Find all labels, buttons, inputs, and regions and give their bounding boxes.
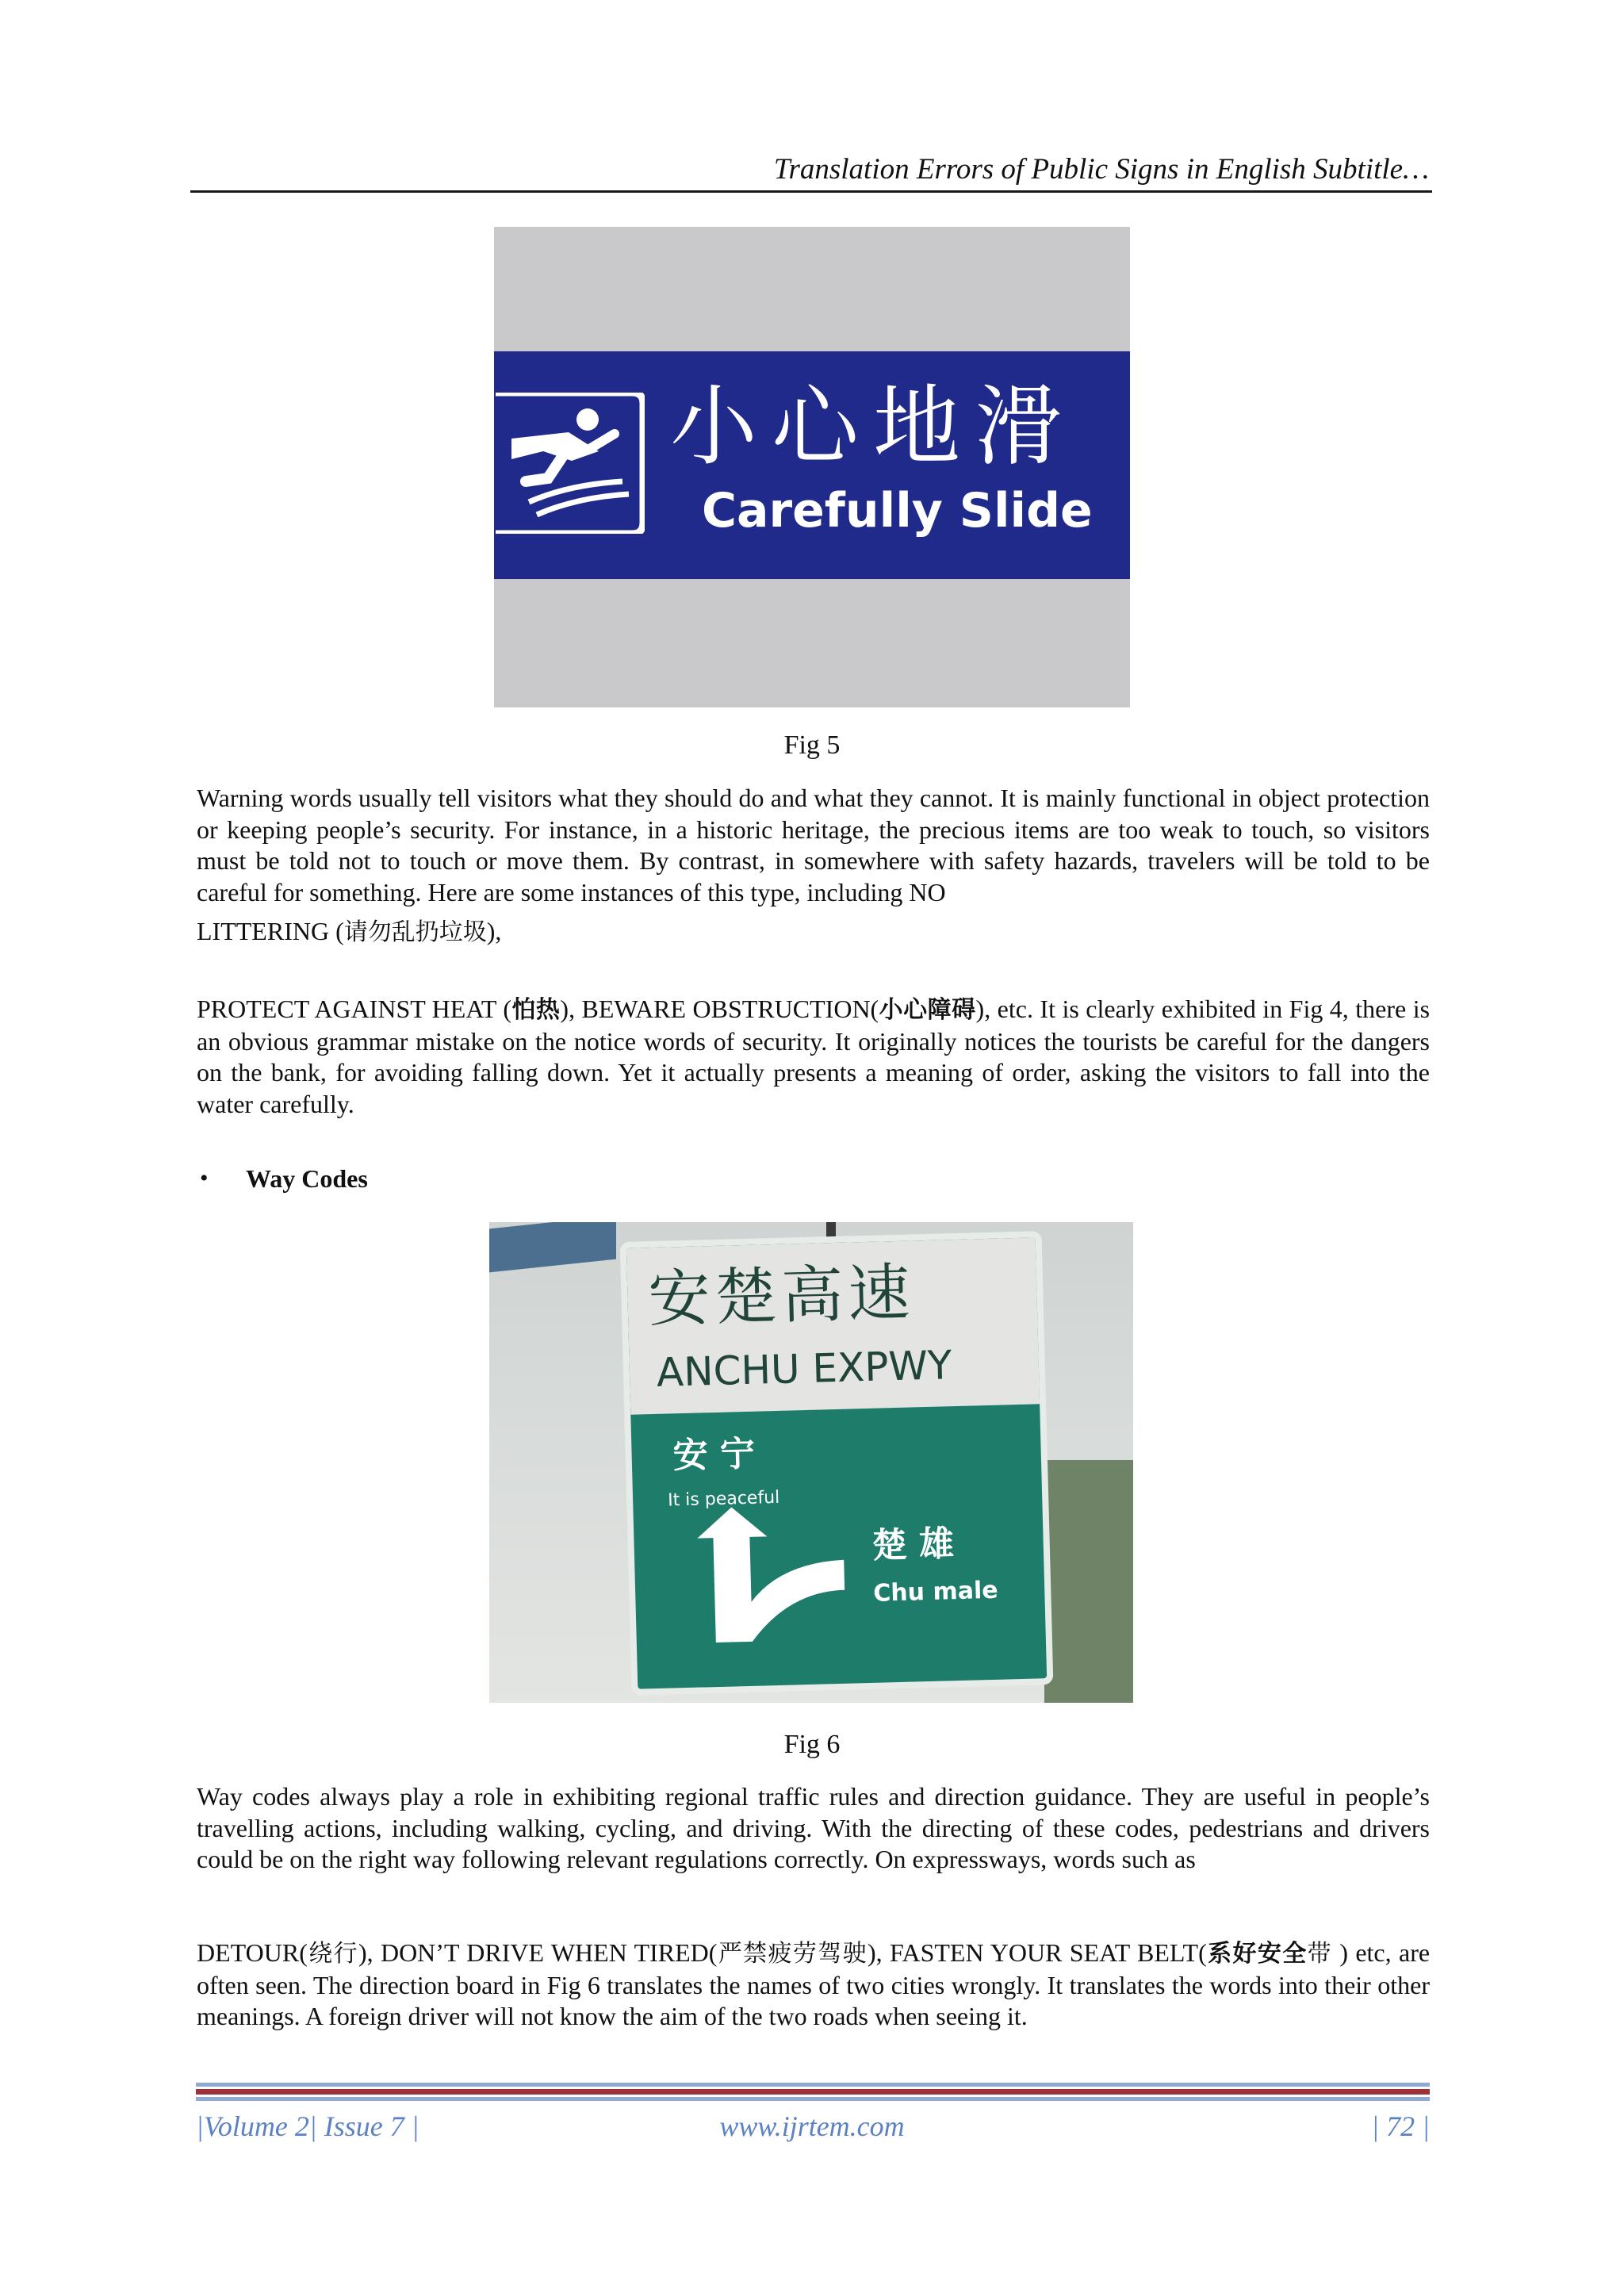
footer-volume-issue: |Volume 2| Issue 7 | <box>196 2110 419 2142</box>
running-title: Translation Errors of Public Signs in English Subtitle… <box>773 153 1429 186</box>
dont-drive-label: ), DON’T DRIVE WHEN TIRED( <box>358 1938 718 1967</box>
fig6-left-english: It is peaceful <box>667 1487 780 1511</box>
paragraph-warning-words <box>197 783 1430 908</box>
paragraph-warning-words-end <box>197 916 1430 949</box>
paragraph-way-codes-text: Way codes always play a role in exhibiting regional traffic rules and direction guidance. They are useful in people’s travelling actions, including walking, cycling, and driving. With the directing of these codes, pedestrians and drivers could be on the right way following relevant regulations correctly. On expressways, words such as <box>197 1782 1430 1873</box>
fig6-direction-arrow-icon <box>684 1504 854 1651</box>
fig5-sign-chinese: 小心地滑 <box>670 376 1076 477</box>
footer-rules <box>196 2083 1430 2101</box>
footer-page-number: | 72 | <box>1371 2110 1430 2142</box>
no-littering-label: LITTERING ( <box>197 917 344 945</box>
fig6-left-chinese: 安 宁 <box>672 1433 756 1477</box>
slip-hazard-icon <box>496 393 645 534</box>
fig6-right-chinese: 楚 雄 <box>871 1524 955 1566</box>
detour-label: DETOUR( <box>197 1938 308 1967</box>
fig6-sign-top-panel <box>626 1237 1052 1415</box>
paragraph-warning-words-text: Warning words usually tell visitors what they should do and what they cannot. It is mainly functional in object protection or keeping people’s security. For instance, in a historic heritage, the precious items are too weak to touch, so visitors must be told not to touch or move them. By contrast, in somewhere with safety hazards, travelers will be told to be careful for something. Here are some instances of this type, including NO <box>197 784 1430 907</box>
fig6-top-chinese: 安楚高速 <box>647 1257 916 1336</box>
paragraph-examples-part2: ), BEWARE OBSTRUCTION( <box>560 995 879 1023</box>
footer-website-link[interactable]: www.ijrtem.com <box>719 2110 905 2142</box>
fig6-trees <box>1044 1460 1133 1703</box>
footer-rule-blue-bottom <box>196 2097 1430 2101</box>
protect-heat-cjk: 怕热 <box>511 996 561 1024</box>
fig6-sign-board <box>620 1231 1054 1696</box>
seat-belt-cjk-end: 带 <box>1307 1940 1332 1968</box>
fig5-sign-band <box>494 351 1130 579</box>
dont-drive-cjk: 严禁疲劳驾驶 <box>717 1940 868 1968</box>
no-littering-cjk: 请勿乱扔垃圾 <box>343 918 487 946</box>
fig6-top-english: ANCHU EXPWY <box>656 1342 953 1396</box>
bullet-icon: • <box>200 1165 209 1191</box>
fig5-sign-english: Carefully Slide <box>702 483 1093 539</box>
fig5-image <box>494 227 1130 707</box>
fig6-image <box>489 1222 1133 1703</box>
paragraph-examples-part3: ), etc. It is clearly exhibited in Fig 4, there is an obvious grammar mistake on the notice words of security. It originally notices the tourists be careful for the dangers on the bank, for avoiding falling down. Yet it actually presents a meaning of order, asking the visitors to fall into the water carefully. <box>197 995 1431 1118</box>
paragraph-way-codes <box>197 1781 1430 1876</box>
paragraph-expressway-signs-text: ) etc, are often seen. The direction board in Fig 6 translates the names of two cities wrongly. It translates the words into their other meanings. A foreign driver will not know the aim of the two roads when seeing it. <box>197 1938 1431 2030</box>
paragraph-expressway-signs <box>197 1938 1430 2033</box>
section-heading: Way Codes <box>246 1164 368 1193</box>
seat-belt-label: ), FASTEN YOUR SEAT BELT( <box>868 1938 1207 1967</box>
seat-belt-cjk: 系好安全 <box>1206 1940 1308 1968</box>
paragraph-examples-part1: PROTECT AGAINST HEAT ( <box>197 995 511 1023</box>
footer-rule-red <box>196 2089 1430 2095</box>
beware-obstruction-cjk: 小心障碍 <box>879 996 976 1024</box>
header-rule <box>190 190 1432 193</box>
no-littering-suffix: ), <box>486 917 502 945</box>
fig6-right-english: Chu male <box>872 1576 999 1608</box>
detour-cjk: 绕行 <box>307 1940 358 1968</box>
fig6-caption: Fig 6 <box>783 1730 841 1759</box>
fig5-caption: Fig 5 <box>783 730 841 760</box>
paragraph-examples <box>197 994 1430 1120</box>
